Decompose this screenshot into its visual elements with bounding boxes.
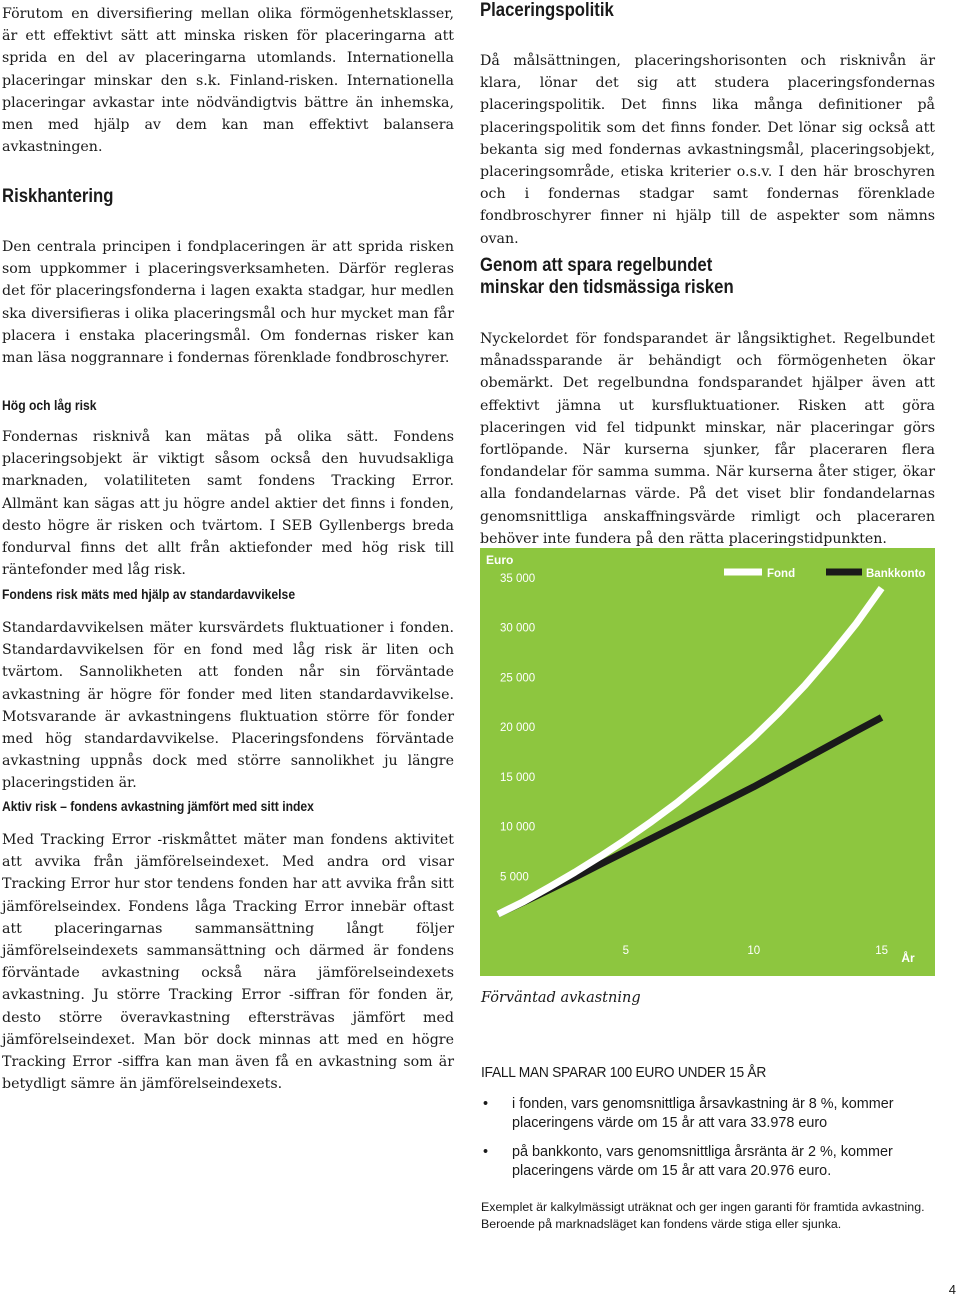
spara-heading-line1: Genom att spara regelbundet	[480, 255, 713, 276]
chart-ytick-label: 15 000	[500, 771, 536, 784]
page-number: 4	[948, 1282, 956, 1297]
placeringspolitik-heading: Placeringspolitik	[480, 0, 614, 21]
intro-paragraph: Förutom en diversifiering mellan olika förmögenhetsklasser, är ett effektivt sätt att minska risken för placeringarna att sprida en del av placeringarna utomlands. Internationella placeringar minskar den s.k. Finland-risken. Internationella placeringar avkastar inte nödvändigtvis bättre än inhemska, men med hjälp av dem kan man effektivt balansera avkastningen.	[2, 6, 454, 156]
bullet-bankkonto-text: på bankkonto, vars genomsnittliga årsränta är 2 %, kommer placeringens värde om 15 år att vara 20.976 euro.	[512, 1144, 893, 1179]
placeringspolitik-paragraph: Då målsättningen, placeringshorisonten och risknivån är klara, lönar det sig att studera placeringsfondernas placeringspolitik. Det finns lika många definitioner på placeringspolitik som det finns fonder. Det lönar sig också att bekanta sig med fondernas avkastningsmål, placeringsobjekt, placeringsområde, etiska kriterier o.s.v. I den här broschyren och i fondernas stadgar samt fondernas förenklade fondbroschyrer finner ni hjälp till de aspekter som nämns ovan.	[480, 53, 935, 247]
standardavvikelse-heading: Fondens risk mäts med hjälp av standardavvikelse	[2, 587, 296, 602]
chart-caption: Förväntad avkastning	[481, 990, 641, 1006]
spara-heading-line2: minskar den tidsmässiga risken	[480, 277, 734, 298]
riskhantering-paragraph: Den centrala principen i fondplaceringen är att sprida risken som uppkommer i placeringsverksamheten. Därför regleras det för placeringsfonderna i lagen exakta stadgar, hur medlen ska diversifieras i olika placeringsmål och hur mycket man får placera i enstaka placeringsmål. Om fondernas risker kan man läsa noggrannare i fondernas förenklade fondbroschyrer.	[2, 239, 454, 367]
chart-ytick-label: 20 000	[500, 722, 536, 735]
chart-xtick-label: 5	[622, 945, 630, 957]
bullet-bankkonto	[481, 1143, 931, 1181]
spara-paragraph: Nyckelordet för fondsparandet är långsiktighet. Regelbundet månadssparande är behändigt och förmögenheten ökar obemärkt. Det regelbundna fondsparandet hjälper även att effektivt jämna ut kursfluktuationer. Risken att göra placeringen vid fel tidpunkt minskar, när placeringar görs fortlöpande. När kurserna sjunker, får placeraren flera fondandelar för samma summa. När kurserna åter stiger, ökar alla fondandelarnas värde. På det viset blir fondandelarnas genomsnittliga anskaffningsvärde rimligt och placeraren behöver inte fundera på den rätta placeringstidpunkten.	[480, 331, 935, 547]
chart-xtick-label: 10	[747, 945, 761, 957]
riskhantering-heading: Riskhantering	[2, 186, 114, 207]
chart-ytick-label: 25 000	[500, 672, 536, 685]
legend-label-fond: Fond	[767, 568, 796, 580]
disclaimer-note: Exemplet är kalkylmässigt uträknat och ger ingen garanti för framtida avkastning. Beroende på marknadsläget kan fondens värde stiga eller sjunka.	[481, 1200, 925, 1231]
chart-xtick-label: 15	[875, 945, 889, 957]
hog-lag-risk-heading: Hög och låg risk	[2, 398, 97, 413]
bullet-dot: •	[483, 1096, 489, 1112]
chart-svg	[480, 548, 935, 976]
ifall-heading: IFALL MAN SPARAR 100 EURO UNDER 15 ÅR	[481, 1064, 767, 1081]
chart-ytick-label: 35 000	[500, 572, 536, 585]
hog-lag-risk-paragraph: Fondernas risknivå kan mätas på olika sätt. Fondens placeringsobjekt är viktigt såsom också den huvudsakliga marknaden, volatiliteten samt fondens Tracking Error. Allmänt kan sägas att ju högre andel aktier det finns i fonden, desto högre är risken och tvärtom. I SEB Gyllenbergs breda fondurval finns det allt från aktiefonder med hög risk till räntefonder med låg risk.	[2, 429, 454, 579]
chart-ytick-label: 5 000	[500, 871, 529, 884]
chart-ytick-label: 30 000	[500, 622, 536, 635]
bullet-dot: •	[483, 1144, 489, 1160]
bullet-fond-text: i fonden, vars genomsnittliga årsavkastning är 8 %, kommer placeringens värde om 15 år att vara 33.978 euro	[512, 1096, 894, 1131]
standardavvikelse-paragraph: Standardavvikelsen mäter kursvärdets fluktuationer i fonden. Standardavvikelsen för en fond med låg risk är liten och tvärtom. Sannolikheten att fonden når sin förväntade avkastning är högre för fonder med liten standardavvikelse. Motsvarande är avkastningens fluktuation större för fonder med hög standardavvikelse. Placeringsfondens förväntade avkastning uppnås dock med större sannolikhet ju längre placeringstiden är.	[2, 620, 454, 792]
bullet-fond	[481, 1095, 931, 1133]
legend-label-bankkonto: Bankkonto	[866, 568, 926, 580]
forvantad-avkastning-chart	[480, 548, 935, 976]
chart-xlabel: År	[901, 951, 915, 965]
example-bullet-list	[481, 1095, 931, 1191]
aktiv-risk-heading: Aktiv risk – fondens avkastning jämfört med sitt index	[2, 799, 314, 814]
chart-ylabel: Euro	[486, 553, 514, 567]
chart-ytick-label: 10 000	[500, 821, 536, 834]
aktiv-risk-paragraph: Med Tracking Error -riskmåttet mäter man fondens aktivitet att avvika från jämförelseindexet. Med andra ord visar Tracking Error hur stor tendens fonden har att avvika från sitt jämförelseindex. Fondens låga Tracking Error innebär oftast att placeringarnas sammansättning långt följer jämförelseindexets sammansättning och därmed är fondens förväntade avkastning också nära jämförelseindexets avkastning. Ju större Tracking Error -siffran för fonden är, desto större överavkastning eftersträvas jämfört med jämförelseindexet. Man bör dock minnas att med en högre Tracking Error -siffra kan man även få en avkastning som är betydligt sämre än jämförelseindexets.	[2, 832, 454, 1093]
